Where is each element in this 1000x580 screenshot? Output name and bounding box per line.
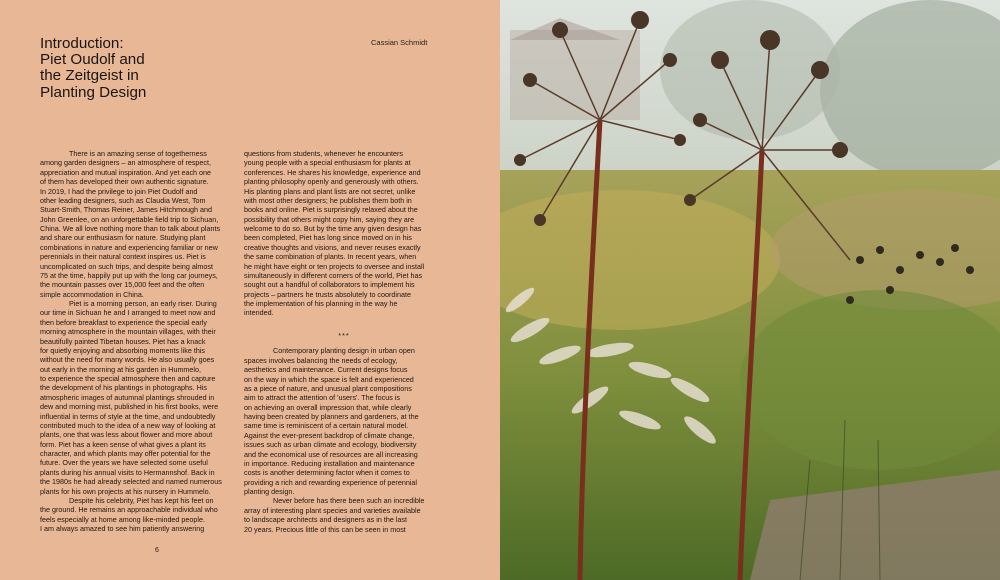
text-line: planting design. [244,487,295,497]
text-line: morning atmosphere in the mountain villages, with their [40,327,216,337]
text-line: Stuart-Smith, Thomas Reiner, James Hitchmough and [40,205,213,215]
text-line: among garden designers – an atmosphere of respect, [40,158,212,168]
text-line: the 1980s he had already selected and named numerous [40,477,222,487]
text-line: questions from students, whenever he encounters [244,149,404,158]
text-line: the mountain passes over 15,000 feet and the often [40,280,205,290]
text-line: the development of his plantings in photographs. His [40,383,208,393]
text-line: possibility that others might copy him, saying they are [244,214,415,224]
text-line: I am always amazed to see him patiently answering [40,524,205,533]
text-line: dew and morning mist, published in his first books, were [40,402,219,412]
text-line: for quietly enjoying and absorbing moments like this [40,345,206,355]
text-line: out early in the morning at his garden in Hummelo, [40,364,202,374]
text-line: array of interesting plant species and varieties available [244,505,421,515]
text-line: 20 years. Precious little of this can be seen in most [244,524,406,534]
text-line: then before breakfast to experience the special early [40,317,208,327]
text-line: plants during his annual visits to Hermannshof. Back in [40,467,215,477]
text-line: creative thoughts and visions, and never reuses exactly [244,242,421,252]
text-line: same time is reminiscent of a certain natural model. [244,421,409,431]
text-line: as a piece of nature, and unusual plant compositions [244,383,412,393]
text-line: books and online. Piet is surprisingly relaxed about the [244,205,418,215]
text-line: to experience the special atmosphere then and capture [40,374,216,383]
text-line: welcome to do so. But by the time any given design has [244,224,422,233]
text-line: our time in Sichuan he and I arranged to meet now and [40,308,216,318]
text-line: combinations in nature and experiencing familiar or new [40,242,218,252]
text-line: the same combination of plants. In recent years, when [244,252,417,262]
text-line: spaces involves balancing the needs of ecology, [244,355,398,365]
text-line: planting philosophy openly and generously with others. [244,177,419,187]
text-line: beautifully painted Tibetan houses. Piet has a knack [40,336,206,346]
text-line: the ground. He remains an approachable individual who [40,505,218,515]
text-line: In 2019, I had the privilege to join Piet Oudolf and [40,186,198,196]
text-line: the implementation of his planning in the way he [244,299,398,308]
text-line: young people with a special enthusiasm for plants at [244,158,411,168]
text-line: projects – partners he trusts absolutely to coordinate [244,289,412,299]
page-number: 6 [155,547,159,554]
text-line: in importance. Reducing installation and maintenance [244,458,415,468]
text-line: perennials in their natural context inspires us. Piet is [40,252,206,262]
text-line: There is an amazing sense of togetherness [69,149,207,158]
text-line: with most other designers; he publishes them both in [244,195,412,205]
text-line: plants, one that was less about flower and more about [40,430,213,440]
text-line: aim to attract the attention of 'users'. The focus is [244,393,401,403]
text-line: conferences. He shares his knowledge, experience and [244,167,421,177]
text-line: Piet is a morning person, an early riser. During [69,299,217,308]
chapter-title [40,36,240,101]
text-line: on the way in which the space is felt and experienced [244,374,414,384]
text-line: contributed much to the idea of a new way of looking at [40,420,216,430]
text-line: providing a rich and rewarding experience of perennial [244,477,418,487]
text-line: atmospheric images of autumnal plantings shrouded in [40,392,215,402]
text-line: to landscape architects and designers as in the last [244,515,408,525]
text-line: intended. [244,308,274,318]
text-line: having been created by planners and gardeners, at the [244,412,419,422]
text-line: influential in terms of style at the time, and undoubtedly [40,411,216,421]
author-name: Cassian Schmidt [371,38,428,47]
text-line: future. Over the years we have selected some useful [40,458,208,468]
text-line: he might have eight or ten projects to oversee and install [244,261,425,271]
text-line: issues such as urban climate and ecology, biodiversity [244,440,417,450]
text-line: Against the ever-present backdrop of climate change, [244,430,415,440]
text-line: appreciation and mutual inspiration. And yet each one [40,167,212,177]
text-line: costs is another determining factor when it comes to [244,468,410,478]
text-line: plants for his own projects at his nursery in Hummelo. [40,486,211,496]
text-line: simple accommodation in China. [40,289,144,299]
text-line: and share our enthusiasm for nature. Studying plant [40,233,206,243]
text-column-right [244,149,444,534]
text-line: sought out a handful of collaborators to implement his [244,280,415,290]
text-line: simultaneously in different corners of the world, Piet has [244,270,423,280]
text-line: of them has developed their own authentic signature. [40,177,209,187]
text-line: Despite his celebrity, Piet has kept his feet on [69,495,214,505]
text-line: Never before has there been such an incredible [273,496,425,506]
plant-photo-illustration [500,0,1000,580]
text-line: without the need for many words. He also usually goes [40,355,215,365]
text-line: and the economical use of resources are all increasing [244,449,418,459]
garden-photograph [500,0,1000,580]
text-line: uncomplicated on such trips, and despite being almost [40,261,214,271]
text-line: feels especially at home among like-minded people. [40,514,206,524]
text-line: Contemporary planting design in urban open [273,346,415,356]
title-line: Planting Design [40,83,147,101]
text-line: His planting plans and plant lists are not secret, unlike [244,186,416,196]
text-line: China. We all love nothing more than to talk about plants [40,224,221,233]
title-line: the Zeitgeist in [40,67,139,85]
text-line: been completed, Piet has long since moved on in his [244,233,412,243]
title-line: Introduction: [40,35,124,52]
text-line: on achieving an overall impression that, while clearly [244,402,412,412]
text-line: aesthetics and maintenance. Current designs focus [244,365,408,375]
text-column-left [40,149,240,533]
text-line: other leading designers, such as Claudia West, Tom [40,195,206,205]
section-separator: *** [338,331,350,341]
text-line: form. Piet has a keen sense of what gives a plant its [40,439,206,449]
text-line: John Greenlee, on an unforgettable field trip to Sichuan, [40,214,219,224]
text-line: character, and which plants may offer potential for the [40,449,211,458]
title-line: Piet Oudolf and [40,51,145,69]
text-line: 75 at the time, happily put up with the long car journeys, [40,270,218,280]
